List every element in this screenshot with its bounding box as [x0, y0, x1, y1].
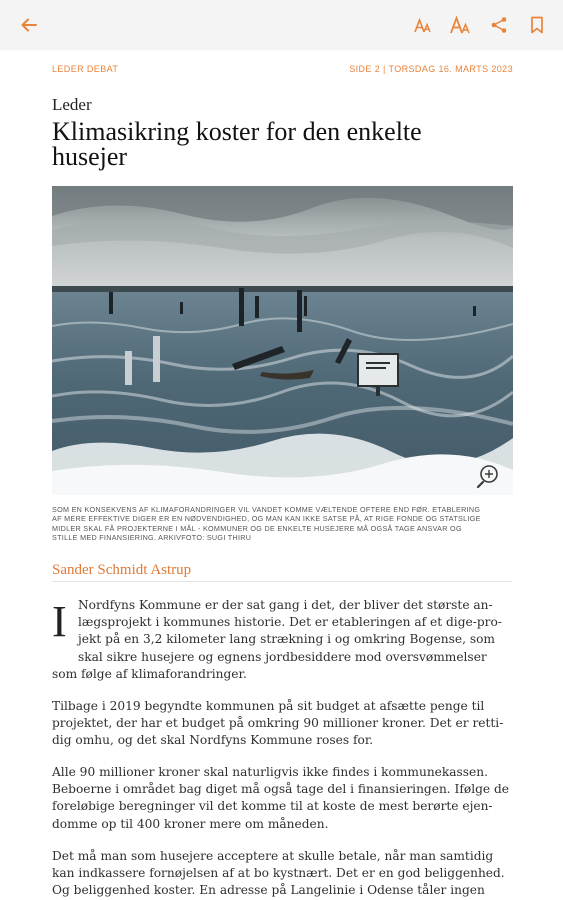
article-paragraph: [52, 698, 514, 750]
arrow-left-icon: [20, 16, 38, 34]
bookmark-button[interactable]: [525, 13, 549, 37]
flood-photo-image: [52, 186, 513, 495]
paragraph-line: kan indkassere fornøjelsen af at bo kystnært. Det er en god beliggenhed.: [52, 866, 505, 881]
article-paragraph: [52, 764, 514, 833]
article-headline: [52, 119, 512, 169]
paragraph-line: jekt på en 3,2 kilometer lang strækning i og omkring Bogense, som: [78, 632, 495, 647]
article-kicker: Leder: [52, 95, 92, 114]
share-icon: [490, 16, 508, 34]
caption-line: SOM EN KONSEKVENS AF KLIMAFORANDRINGER VIL VANDET KOMME VÆLTENDE OFTERE END FØR. ETABLERING: [52, 505, 481, 514]
paragraph-line: Tilbage i 2019 begyndte kommunen på sit budget at afsætte penge til: [52, 699, 485, 713]
article-paragraph: [52, 848, 514, 900]
paragraph-line: projektet, der har et budget på omkring 90 millioner kroner. Det er retti-: [52, 716, 504, 731]
page-info: SIDE 2 | TORSDAG 16. MARTS 2023: [349, 64, 513, 74]
headline-line: husejer: [52, 142, 128, 171]
paragraph-line: Beboerne i området bag diget må også tage del i finansieringen. Ifølge de: [52, 782, 510, 797]
paragraph-line: lægsprojekt i kommunes historie. Det er etableringen af et dige-pro-: [78, 615, 502, 630]
author-divider: [52, 581, 512, 582]
text-size-large-icon: [449, 15, 471, 35]
paragraph-line: Det må man som husejere acceptere at skulle betale, når man samtidig: [52, 849, 494, 863]
caption-line: STILLE MED FINANSIERING. ARKIVFOTO: SUGI THIRU: [52, 533, 252, 543]
photo-caption: [52, 505, 510, 543]
back-button[interactable]: [17, 13, 41, 37]
paragraph-line: som følge af klimaforandringer.: [52, 666, 247, 681]
section-label: LEDER DEBAT: [52, 64, 119, 74]
paragraph-line: Nordfyns Kommune er der sat gang i det, der bliver det største an-: [78, 598, 493, 612]
paragraph-line: Alle 90 millioner kroner skal naturligvis ikke findes i kommunekassen.: [52, 765, 488, 779]
caption-line: MIDLER SKAL FÅ PROJEKTERNE I MÅL - KOMMUNER OG DE ENKELTE HUSEJERE MÅ OGSÅ TAGE ANSVAR OG: [52, 523, 462, 533]
paragraph-line: Og beliggenhed koster. En adresse på Langelinie i Odense tåler ingen: [52, 883, 485, 898]
text-size-small-icon: [413, 16, 433, 34]
bookmark-icon: [529, 16, 545, 34]
caption-line: AF MERE EFFEKTIVE DIGER ER EN NØDVENDIGHED, OG MAN KAN IKKE SATSE PÅ, AT RIGE FONDE OG STATSLIGE: [52, 514, 481, 524]
author-name[interactable]: Sander Schmidt Astrup: [52, 562, 192, 578]
increase-text-size-button[interactable]: [448, 13, 472, 37]
paragraph-line: dig omhu, og det skal Nordfyns Kommune roses for.: [52, 733, 374, 748]
top-toolbar: [0, 0, 563, 50]
headline-line: Klimasikring koster for den enkelte: [52, 117, 422, 146]
paragraph-line: domme op til 400 kroner mere om måneden.: [52, 816, 329, 831]
paragraph-line: skal sikre husejere og egnens jordbesiddere mod oversvømmelser: [78, 649, 487, 664]
decrease-text-size-button[interactable]: [411, 13, 435, 37]
article-paragraph: [52, 597, 518, 683]
article-photo[interactable]: [52, 186, 513, 495]
share-button[interactable]: [487, 13, 511, 37]
paragraph-line: foreløbige beregninger vil det komme til at koste de mest berørte ejen-: [52, 799, 493, 814]
drop-cap: I: [52, 597, 67, 646]
